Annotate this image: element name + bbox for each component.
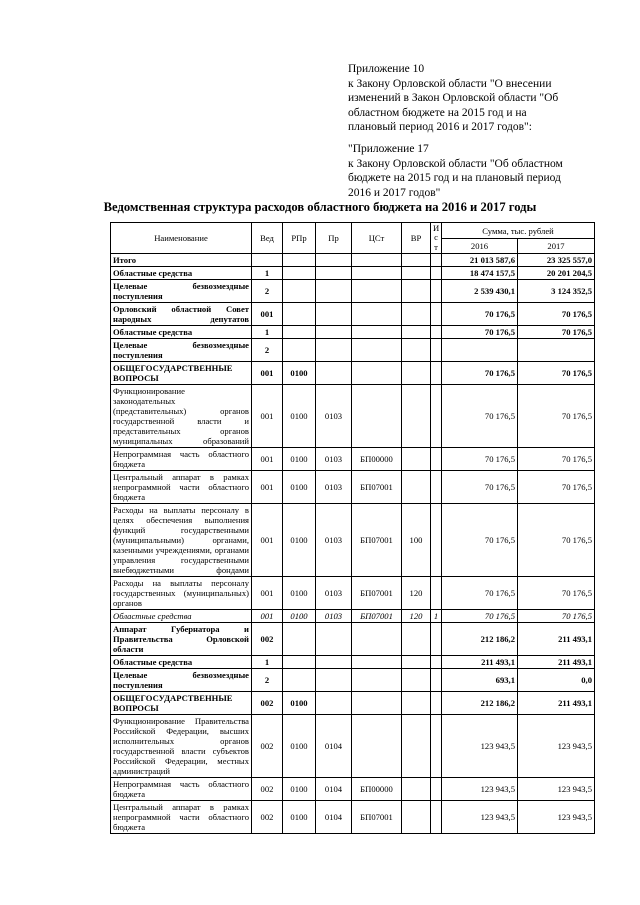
cell-v2016: 70 176,5 [442,303,518,326]
cell-vr [402,656,431,669]
table-row [111,577,595,610]
cell-rpr [283,339,316,362]
cell-v2017: 211 493,1 [518,623,595,656]
cell-pr [316,267,352,280]
cell-v2016: 211 493,1 [442,656,518,669]
col-header-ved: Вед [252,223,283,254]
cell-ved: 001 [252,471,283,504]
cell-name: Центральный аппарат в рамках непрограммной части областного бюджета [111,801,252,834]
cell-ved: 001 [252,362,283,385]
budget-table [110,222,595,834]
cell-v2016: 212 186,2 [442,623,518,656]
table-row [111,385,595,448]
col-header-pr: Пр [316,223,352,254]
cell-vr [402,715,431,778]
col-header-vr: ВР [402,223,431,254]
cell-vr [402,326,431,339]
cell-ist [431,778,442,801]
cell-rpr: 0100 [283,715,316,778]
cell-v2016: 212 186,2 [442,692,518,715]
appendix-line: к Закону Орловской области "О внесении [348,77,552,90]
table-row [111,326,595,339]
document-title: Ведомственная структура расходов областного бюджета на 2016 и 2017 годы [103,200,537,214]
table-row [111,280,595,303]
cell-name: Областные средства [111,326,252,339]
cell-ved: 002 [252,778,283,801]
cell-vr [402,669,431,692]
cell-name: Функционирование законодательных (представительных) органов государственной власти и представительных органов муниципальных образований [111,385,252,448]
cell-ist [431,623,442,656]
table-row [111,778,595,801]
cell-pr [316,669,352,692]
cell-name: Областные средства [111,267,252,280]
cell-cst: БП07001 [352,801,402,834]
cell-v2016: 18 474 157,5 [442,267,518,280]
cell-rpr [283,326,316,339]
cell-cst [352,326,402,339]
cell-ved: 001 [252,385,283,448]
col-header-ist-char: с [434,232,438,243]
cell-v2016: 123 943,5 [442,778,518,801]
cell-v2017: 70 176,5 [518,577,595,610]
cell-cst: БП07001 [352,504,402,577]
cell-vr [402,623,431,656]
cell-pr: 0103 [316,471,352,504]
cell-name: Непрограммная часть областного бюджета [111,448,252,471]
cell-rpr [283,267,316,280]
cell-ved: 002 [252,801,283,834]
cell-name: Областные средства [111,610,252,623]
cell-ist [431,254,442,267]
cell-name: Аппарат Губернатора и Правительства Орловской области [111,623,252,656]
appendix-quote-line: 2016 и 2017 годов" [348,186,441,199]
table-row [111,692,595,715]
cell-v2017: 123 943,5 [518,778,595,801]
cell-vr [402,778,431,801]
cell-v2017: 70 176,5 [518,303,595,326]
cell-ist [431,280,442,303]
cell-cst [352,669,402,692]
cell-v2016: 21 013 587,6 [442,254,518,267]
cell-vr: 100 [402,504,431,577]
cell-cst [352,303,402,326]
cell-v2016: 70 176,5 [442,471,518,504]
cell-v2017: 211 493,1 [518,656,595,669]
cell-pr: 0103 [316,504,352,577]
cell-vr [402,362,431,385]
cell-pr [316,303,352,326]
cell-name: Непрограммная часть областного бюджета [111,778,252,801]
table-row [111,303,595,326]
cell-cst [352,339,402,362]
table-row [111,254,595,267]
cell-ist [431,669,442,692]
table-row [111,267,595,280]
table-row [111,656,595,669]
cell-cst [352,267,402,280]
table-row [111,504,595,577]
cell-name: ОБЩЕГОСУДАРСТВЕННЫЕ ВОПРОСЫ [111,362,252,385]
cell-ist [431,385,442,448]
col-header-2017: 2017 [518,239,595,254]
cell-cst [352,362,402,385]
col-header-2016: 2016 [442,239,518,254]
cell-v2016: 2 539 430,1 [442,280,518,303]
table-row [111,623,595,656]
cell-pr [316,326,352,339]
cell-name: Центральный аппарат в рамках непрограммной части областного бюджета [111,471,252,504]
cell-name: Расходы на выплаты персоналу в целях обеспечения выполнения функций государственными (муниципальными) органами, казенными учреждениями, органами управления государственными внебюджетными фондами [111,504,252,577]
cell-cst: БП00000 [352,448,402,471]
cell-v2017: 211 493,1 [518,692,595,715]
cell-ved: 001 [252,610,283,623]
cell-ist: 1 [431,610,442,623]
cell-name: Целевые безвозмездные поступления [111,280,252,303]
cell-pr [316,339,352,362]
cell-ved: 001 [252,448,283,471]
cell-cst [352,280,402,303]
cell-rpr: 0100 [283,448,316,471]
cell-pr: 0103 [316,577,352,610]
appendix-line: Приложение 10 [348,63,425,75]
cell-ved: 2 [252,669,283,692]
cell-cst: БП07001 [352,577,402,610]
cell-cst [352,656,402,669]
cell-ved: 1 [252,326,283,339]
cell-ist [431,692,442,715]
cell-vr: 120 [402,610,431,623]
cell-v2017: 123 943,5 [518,715,595,778]
cell-ist [431,471,442,504]
cell-pr: 0104 [316,801,352,834]
cell-pr [316,623,352,656]
cell-v2017: 20 201 204,5 [518,267,595,280]
cell-v2017: 123 943,5 [518,801,595,834]
cell-v2017: 70 176,5 [518,326,595,339]
cell-cst [352,385,402,448]
cell-ist [431,801,442,834]
cell-name: ОБЩЕГОСУДАРСТВЕННЫЕ ВОПРОСЫ [111,692,252,715]
cell-vr [402,692,431,715]
cell-vr [402,339,431,362]
col-header-ist [431,223,442,254]
cell-ist [431,656,442,669]
cell-cst [352,254,402,267]
table-row [111,801,595,834]
cell-v2016: 123 943,5 [442,801,518,834]
cell-v2017 [518,339,595,362]
cell-vr [402,801,431,834]
cell-ved: 002 [252,623,283,656]
col-header-rpr: РПр [283,223,316,254]
cell-cst: БП07001 [352,471,402,504]
cell-rpr [283,623,316,656]
appendix-quote-line: бюджете на 2015 год и на плановый период [348,172,561,185]
cell-rpr [283,254,316,267]
cell-v2016: 70 176,5 [442,385,518,448]
cell-vr [402,280,431,303]
cell-cst: БП00000 [352,778,402,801]
cell-rpr [283,280,316,303]
table-row [111,471,595,504]
col-header-ist-char: т [434,241,438,252]
cell-name: Целевые безвозмездные поступления [111,339,252,362]
cell-rpr: 0100 [283,471,316,504]
cell-v2017: 3 124 352,5 [518,280,595,303]
cell-ist [431,362,442,385]
cell-vr [402,448,431,471]
cell-vr: 120 [402,577,431,610]
cell-ved: 2 [252,339,283,362]
cell-v2016: 70 176,5 [442,326,518,339]
cell-cst [352,623,402,656]
col-header-name: Наименование [111,223,252,254]
table-row [111,448,595,471]
cell-name: Орловский областной Совет народных депутатов [111,303,252,326]
cell-ist [431,577,442,610]
cell-v2016: 123 943,5 [442,715,518,778]
cell-pr: 0103 [316,610,352,623]
cell-ved [252,254,283,267]
cell-v2016: 70 176,5 [442,504,518,577]
cell-rpr [283,656,316,669]
cell-v2016: 693,1 [442,669,518,692]
appendix-quote-line: "Приложение 17 [348,143,429,155]
appendix-line: изменений в Закон Орловской области "Об [348,92,559,105]
cell-vr [402,303,431,326]
col-header-ist-char: И [433,223,440,233]
cell-ist [431,715,442,778]
cell-ved: 002 [252,715,283,778]
cell-name: Областные средства [111,656,252,669]
cell-pr: 0103 [316,385,352,448]
cell-vr [402,254,431,267]
table-row [111,715,595,778]
cell-cst [352,715,402,778]
cell-ist [431,303,442,326]
cell-rpr: 0100 [283,577,316,610]
table-row [111,339,595,362]
cell-vr [402,471,431,504]
col-header-cst: ЦСт [352,223,402,254]
appendix-quote-line: к Закону Орловской области "Об областном [348,157,563,170]
cell-ist [431,448,442,471]
table-row [111,362,595,385]
appendix-line: плановый период 2016 и 2017 годов": [348,121,532,134]
cell-pr [316,656,352,669]
cell-ist [431,267,442,280]
cell-v2017: 70 176,5 [518,385,595,448]
cell-v2016: 70 176,5 [442,610,518,623]
table-row [111,669,595,692]
cell-rpr: 0100 [283,801,316,834]
cell-cst: БП07001 [352,610,402,623]
cell-v2017: 23 325 557,0 [518,254,595,267]
cell-vr [402,267,431,280]
cell-ved: 001 [252,577,283,610]
cell-pr [316,280,352,303]
appendix-quote-header [348,142,598,200]
cell-v2016: 70 176,5 [442,362,518,385]
table-row [111,610,595,623]
cell-ved: 001 [252,504,283,577]
cell-name: Расходы на выплаты персоналу государственных (муниципальных) органов [111,577,252,610]
cell-v2016: 70 176,5 [442,577,518,610]
cell-rpr: 0100 [283,362,316,385]
cell-name: Функционирование Правительства Российской Федерации, высших исполнительных органов государственной власти субъектов Российской Федерации, местных администраций [111,715,252,778]
cell-ist [431,339,442,362]
cell-rpr [283,669,316,692]
cell-ved: 002 [252,692,283,715]
cell-pr [316,362,352,385]
cell-rpr: 0100 [283,504,316,577]
cell-cst [352,692,402,715]
cell-name: Целевые безвозмездные поступления [111,669,252,692]
cell-v2016 [442,339,518,362]
cell-pr [316,692,352,715]
cell-ved: 001 [252,303,283,326]
cell-ved: 1 [252,656,283,669]
cell-v2017: 70 176,5 [518,504,595,577]
cell-pr: 0104 [316,778,352,801]
appendix-line: областном бюджете на 2015 год и на [348,106,527,119]
cell-pr: 0104 [316,715,352,778]
cell-ist [431,326,442,339]
cell-v2017: 70 176,5 [518,610,595,623]
cell-ved: 1 [252,267,283,280]
cell-rpr: 0100 [283,385,316,448]
cell-v2016: 70 176,5 [442,448,518,471]
cell-rpr: 0100 [283,610,316,623]
cell-v2017: 70 176,5 [518,362,595,385]
cell-rpr: 0100 [283,692,316,715]
cell-pr [316,254,352,267]
cell-v2017: 0,0 [518,669,595,692]
col-header-sum: Сумма, тыс. рублей [442,223,595,239]
cell-rpr: 0100 [283,778,316,801]
cell-ist [431,504,442,577]
cell-v2017: 70 176,5 [518,448,595,471]
cell-pr: 0103 [316,448,352,471]
appendix-header [348,62,598,135]
cell-vr [402,385,431,448]
cell-v2017: 70 176,5 [518,471,595,504]
cell-ved: 2 [252,280,283,303]
cell-rpr [283,303,316,326]
cell-name: Итого [111,254,252,267]
